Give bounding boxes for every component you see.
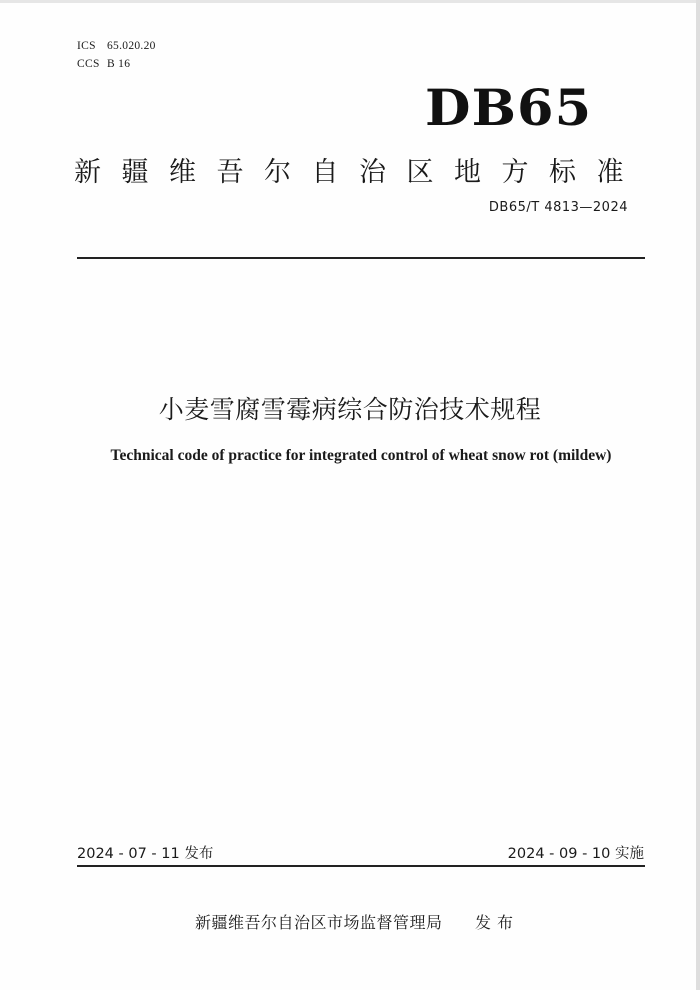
ccs-label: CCS [77,58,100,70]
document-title-english: Technical code of practice for integrated control of wheat snow rot (mildew) [110,447,612,464]
scan-top-edge [0,0,700,3]
ics-classification [77,40,156,52]
scan-right-edge [696,0,700,990]
document-title-chinese: 小麦雪腐雪霉病综合防治技术规程 [158,395,542,424]
footer-divider [77,865,645,867]
ics-value: 65.020.20 [107,40,156,52]
issuing-authority: 新疆维吾尔自治区市场监督管理局 [195,913,443,932]
implementation-date: 2024 - 09 - 10 实施 [507,846,644,862]
header-divider [77,257,645,259]
issue-label: 发布 [475,913,520,932]
publish-date: 2024 - 07 - 11 发布 [77,846,214,862]
ccs-value: B 16 [107,58,131,70]
ics-label: ICS [77,40,96,52]
db65-logo: DB65 [424,78,592,137]
standard-number: DB65/T 4813—2024 [488,200,628,215]
ccs-classification [77,58,130,70]
standard-type-title: 新疆维吾尔自治区地方标准 [74,157,644,188]
